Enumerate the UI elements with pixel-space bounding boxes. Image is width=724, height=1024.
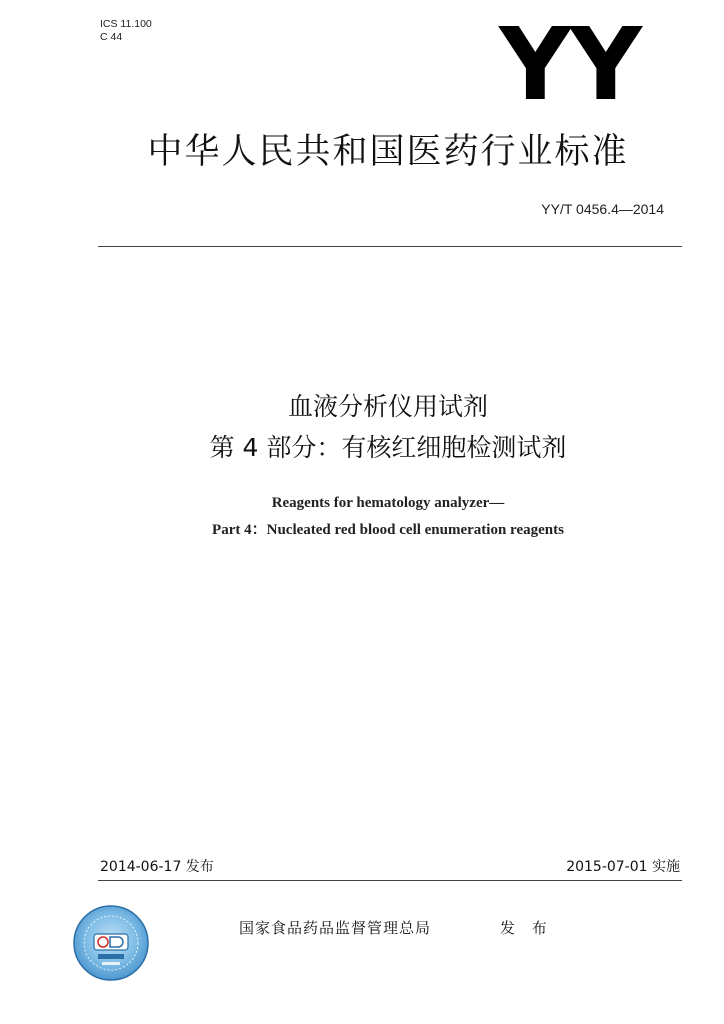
chinese-title-line2: 第 4 部分：有核红细胞检测试剂 bbox=[209, 433, 567, 462]
ccs-code: C 44 bbox=[100, 31, 123, 43]
standard-category-title: 中华人民共和国医药行业标准 bbox=[147, 132, 629, 172]
classification-codes bbox=[100, 18, 152, 44]
implementation-date: 2015-07-01 实施 bbox=[566, 859, 680, 875]
top-divider bbox=[98, 246, 682, 247]
yy-logo: YY bbox=[499, 6, 640, 123]
issue-action: 发 布 bbox=[500, 919, 553, 937]
english-title-line2: Part 4：Nucleated red blood cell enumeration reagents bbox=[212, 522, 564, 538]
ics-code: ICS 11.100 bbox=[100, 18, 152, 30]
english-title-line1: Reagents for hematology analyzer— bbox=[271, 495, 505, 511]
issue-date: 2014-06-17 发布 bbox=[100, 859, 214, 875]
issuing-authority: 国家食品药品监督管理总局 bbox=[239, 919, 432, 937]
bottom-divider bbox=[98, 880, 682, 881]
chinese-title-line1: 血液分析仪用试剂 bbox=[287, 392, 488, 421]
anti-counterfeit-seal-icon bbox=[72, 904, 150, 982]
standard-code: YY/T 0456.4—2014 bbox=[541, 201, 664, 217]
